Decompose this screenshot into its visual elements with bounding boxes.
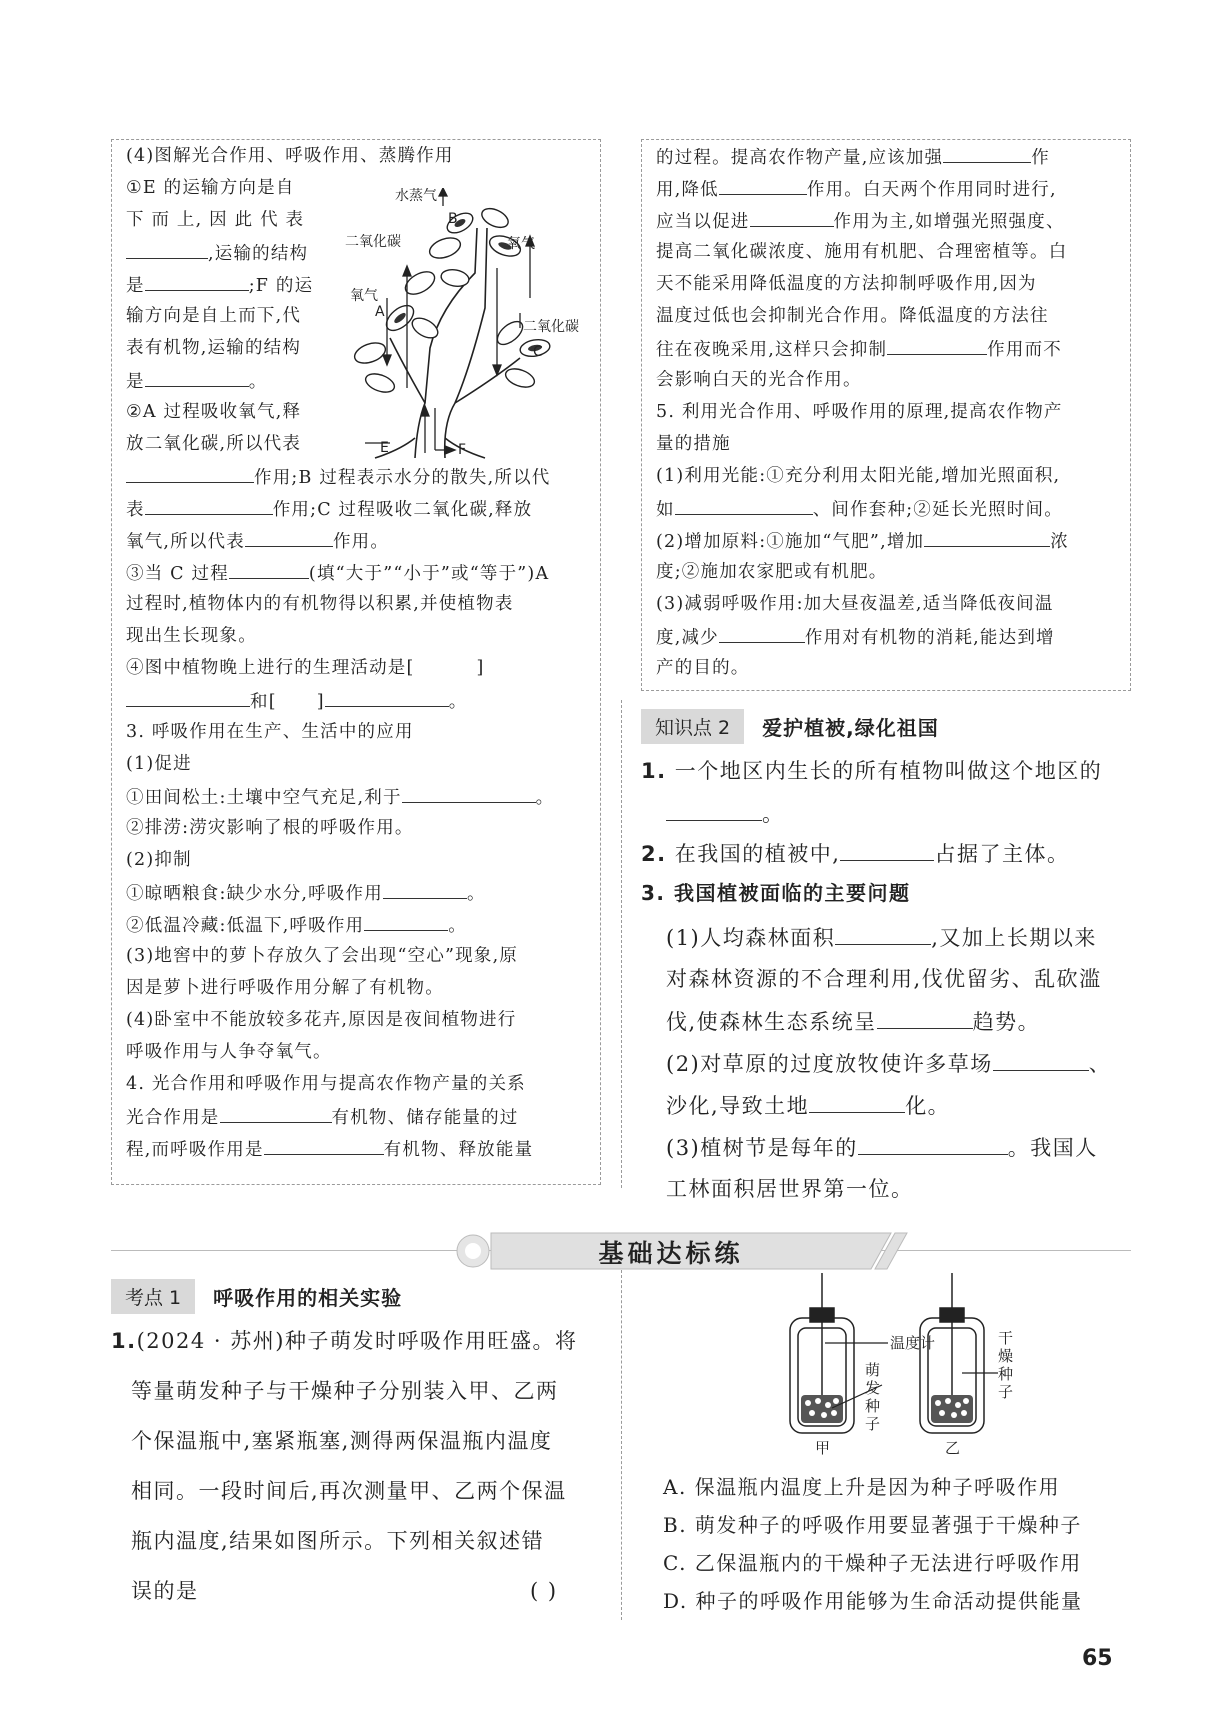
text-line: 输方向是自上而下,代 (126, 306, 302, 326)
label-o2-right: 氧气 (507, 236, 535, 252)
text-line: 4. 光合作用和呼吸作用与提高农作物产量的关系 (126, 1074, 526, 1094)
column-divider-lower (621, 1265, 622, 1620)
text-line: ,运输的结构 (126, 242, 308, 264)
text-line: 呼吸作用与人争夺氧气。 (126, 1042, 332, 1062)
q3-line: (2)对草原的过度放牧使许多草场 、 (666, 1052, 1112, 1076)
question-1-cont: 。 (666, 800, 785, 827)
kp-tag: 知识点 2 (641, 709, 744, 744)
text-line: (2)增加原料:①施加“气肥”,增加 浓 (656, 532, 1069, 552)
text-line: 因是萝卜进行呼吸作用分解了有机物。 (126, 978, 444, 998)
q3-line: 对森林资源的不合理利用,伐优留劣、乱砍滥 (666, 967, 1102, 991)
label-water-vapor: 水蒸气 (395, 188, 437, 204)
text-line: 过程时,植物体内的有机物得以积累,并使植物表 (126, 594, 514, 614)
label-sprouting: 萌 (865, 1361, 881, 1379)
label-dry: 子 (998, 1383, 1014, 1401)
text-line: 氧气,所以代表 作用。 (126, 532, 390, 552)
text-line: (3)减弱呼吸作用:加大昼夜温差,适当降低夜间温 (656, 594, 1054, 614)
label-dry: 干 (998, 1329, 1014, 1347)
option-a[interactable]: A. 保温瓶内温度上升是因为种子呼吸作用 (663, 1475, 1061, 1499)
answer-paren[interactable]: ( ) (530, 1579, 558, 1603)
question-2: 2. 在我国的植被中, 占据了主体。 (641, 842, 1070, 866)
question-line: 1.(2024 · 苏州)种子萌发时呼吸作用旺盛。将 (111, 1329, 578, 1353)
page-number: 65 (1082, 1646, 1113, 1671)
question-line: 瓶内温度,结果如图所示。下列相关叙述错 (131, 1529, 545, 1553)
text-line: 和[ ] 。 (126, 690, 467, 712)
label-f: F (458, 442, 467, 458)
text-line: 会影响白天的光合作用。 (656, 370, 862, 390)
text-line: 用,降低 作用。白天两个作用同时进行, (656, 180, 1057, 200)
knowledge-point-2-header (641, 709, 939, 744)
text-line: 表 作用;C 过程吸收二氧化碳,释放 (126, 500, 533, 520)
text-line: 度;②施加农家肥或有机肥。 (656, 562, 888, 582)
text-line: 光合作用是 有机物、储存能量的过 (126, 1108, 519, 1128)
label-yi: 乙 (945, 1439, 961, 1457)
exam-point-1-header (111, 1279, 402, 1314)
text-line: 产的目的。 (656, 658, 750, 678)
text-line: 3. 呼吸作用在生产、生活中的应用 (126, 722, 414, 742)
label-sprouting: 子 (865, 1415, 881, 1433)
text-line: 是 。 (126, 372, 268, 392)
question-3: 3. 我国植被面临的主要问题 (641, 881, 911, 905)
label-jia: 甲 (815, 1439, 831, 1457)
text-line: 往在夜晚采用,这样只会抑制 作用而不 (656, 340, 1062, 360)
text-line: ②低温冷藏:低温下,呼吸作用 。 (126, 916, 467, 936)
question-line: 相同。一段时间后,再次测量甲、乙两个保温 (131, 1479, 567, 1503)
question-line: 等量萌发种子与干燥种子分别装入甲、乙两 (131, 1379, 559, 1403)
text-line: 提高二氧化碳浓度、施用有机肥、合理密植等。白 (656, 242, 1068, 262)
label-co2-left: 二氧化碳 (345, 234, 401, 250)
text-line: (2)抑制 (126, 850, 192, 870)
text-line: ②A 过程吸收氧气,释 (126, 402, 302, 422)
option-c[interactable]: C. 乙保温瓶内的干燥种子无法进行呼吸作用 (663, 1551, 1082, 1575)
plant-diagram (345, 188, 595, 463)
label-b: B (448, 211, 458, 227)
text-line: ①田间松土:土壤中空气充足,利于 。 (126, 788, 555, 808)
text-line: 如 、间作套种;②延长光照时间。 (656, 500, 1063, 520)
text-line: ①晾晒粮食:缺少水分,呼吸作用 。 (126, 884, 486, 904)
text-line: 放二氧化碳,所以代表 (126, 434, 302, 454)
text-line: (1)促进 (126, 754, 192, 774)
text-line: 天不能采用降低温度的方法抑制呼吸作用,因为 (656, 274, 1037, 294)
question-line: 误的是 (131, 1579, 199, 1603)
text-line: ①E 的运输方向是自 (126, 178, 295, 198)
text-line: (3)地窖中的萝卜存放久了会出现“空心”现象,原 (126, 946, 519, 966)
text-line: 5. 利用光合作用、呼吸作用的原理,提高农作物产 (656, 402, 1063, 422)
text-line: 程,而呼吸作用是 有机物、释放能量 (126, 1140, 534, 1160)
q3-line: 工林面积居世界第一位。 (666, 1177, 914, 1201)
question-1: 1. 一个地区内生长的所有植物叫做这个地区的 (641, 759, 1103, 783)
text-line: ④图中植物晚上进行的生理活动是[ ] (126, 658, 485, 678)
label-co2-right: 二氧化碳 (523, 319, 579, 335)
text-line: 作用;B 过程表示水分的散失,所以代 (126, 466, 550, 488)
text-line: 温度过低也会抑制光合作用。降低温度的方法往 (656, 306, 1049, 326)
label-sprouting: 种 (865, 1397, 881, 1415)
label-o2-left: 氧气 (350, 288, 378, 304)
label-e: E (380, 440, 389, 456)
kp-title: 爱护植被,绿化祖国 (762, 716, 939, 740)
q3-line: 沙化,导致土地 化。 (666, 1094, 951, 1118)
label-a: A (375, 304, 385, 320)
label-c: C (533, 344, 543, 360)
text-line: (4)图解光合作用、呼吸作用、蒸腾作用 (126, 146, 454, 166)
option-b[interactable]: B. 萌发种子的呼吸作用要显著强于干燥种子 (663, 1513, 1082, 1537)
text-line: 表有机物,运输的结构 (126, 338, 302, 358)
text-line: (4)卧室中不能放较多花卉,原因是夜间植物进行 (126, 1010, 517, 1030)
label-sprouting: 发 (865, 1379, 881, 1397)
text-line: ③当 C 过程 (填“大于”“小于”或“等于”)A (126, 564, 550, 584)
text-line: 的过程。提高农作物产量,应该加强 作 (656, 148, 1050, 168)
text-line: ②排涝:涝灾影响了根的呼吸作用。 (126, 818, 414, 838)
q3-line: (3)植树节是每年的 。我国人 (666, 1136, 1098, 1160)
kp-tag: 考点 1 (111, 1279, 195, 1314)
thermos-figure (770, 1273, 1050, 1458)
option-d[interactable]: D. 种子的呼吸作用能够为生命活动提供能量 (663, 1589, 1083, 1613)
text-line: 是 ;F 的运 (126, 276, 314, 296)
label-dry: 种 (998, 1365, 1014, 1383)
q3-line: (1)人均森林面积 ,又加上长期以来 (666, 926, 1097, 950)
text-line: 应当以促进 作用为主,如增强光照强度、 (656, 212, 1065, 232)
text-line: 度,减少 作用对有机物的消耗,能达到增 (656, 628, 1055, 648)
text-line: 量的措施 (656, 434, 731, 454)
section-title: 基础达标练 (598, 1239, 744, 1268)
column-divider (621, 700, 622, 1188)
text-line: (1)利用光能:①充分利用太阳光能,增加光照面积, (656, 466, 1061, 486)
label-dry: 燥 (998, 1347, 1014, 1365)
q3-line: 伐,使森林生态系统呈 趋势。 (666, 1010, 1041, 1034)
question-line: 个保温瓶中,塞紧瓶塞,测得两保温瓶内温度 (131, 1429, 553, 1453)
text-line: 下 而 上, 因 此 代 表 (126, 210, 305, 230)
section-banner (111, 1229, 1131, 1273)
text-line: 现出生长现象。 (126, 626, 257, 646)
label-thermometer: 温度计 (890, 1334, 936, 1352)
kp-title: 呼吸作用的相关实验 (213, 1286, 403, 1310)
